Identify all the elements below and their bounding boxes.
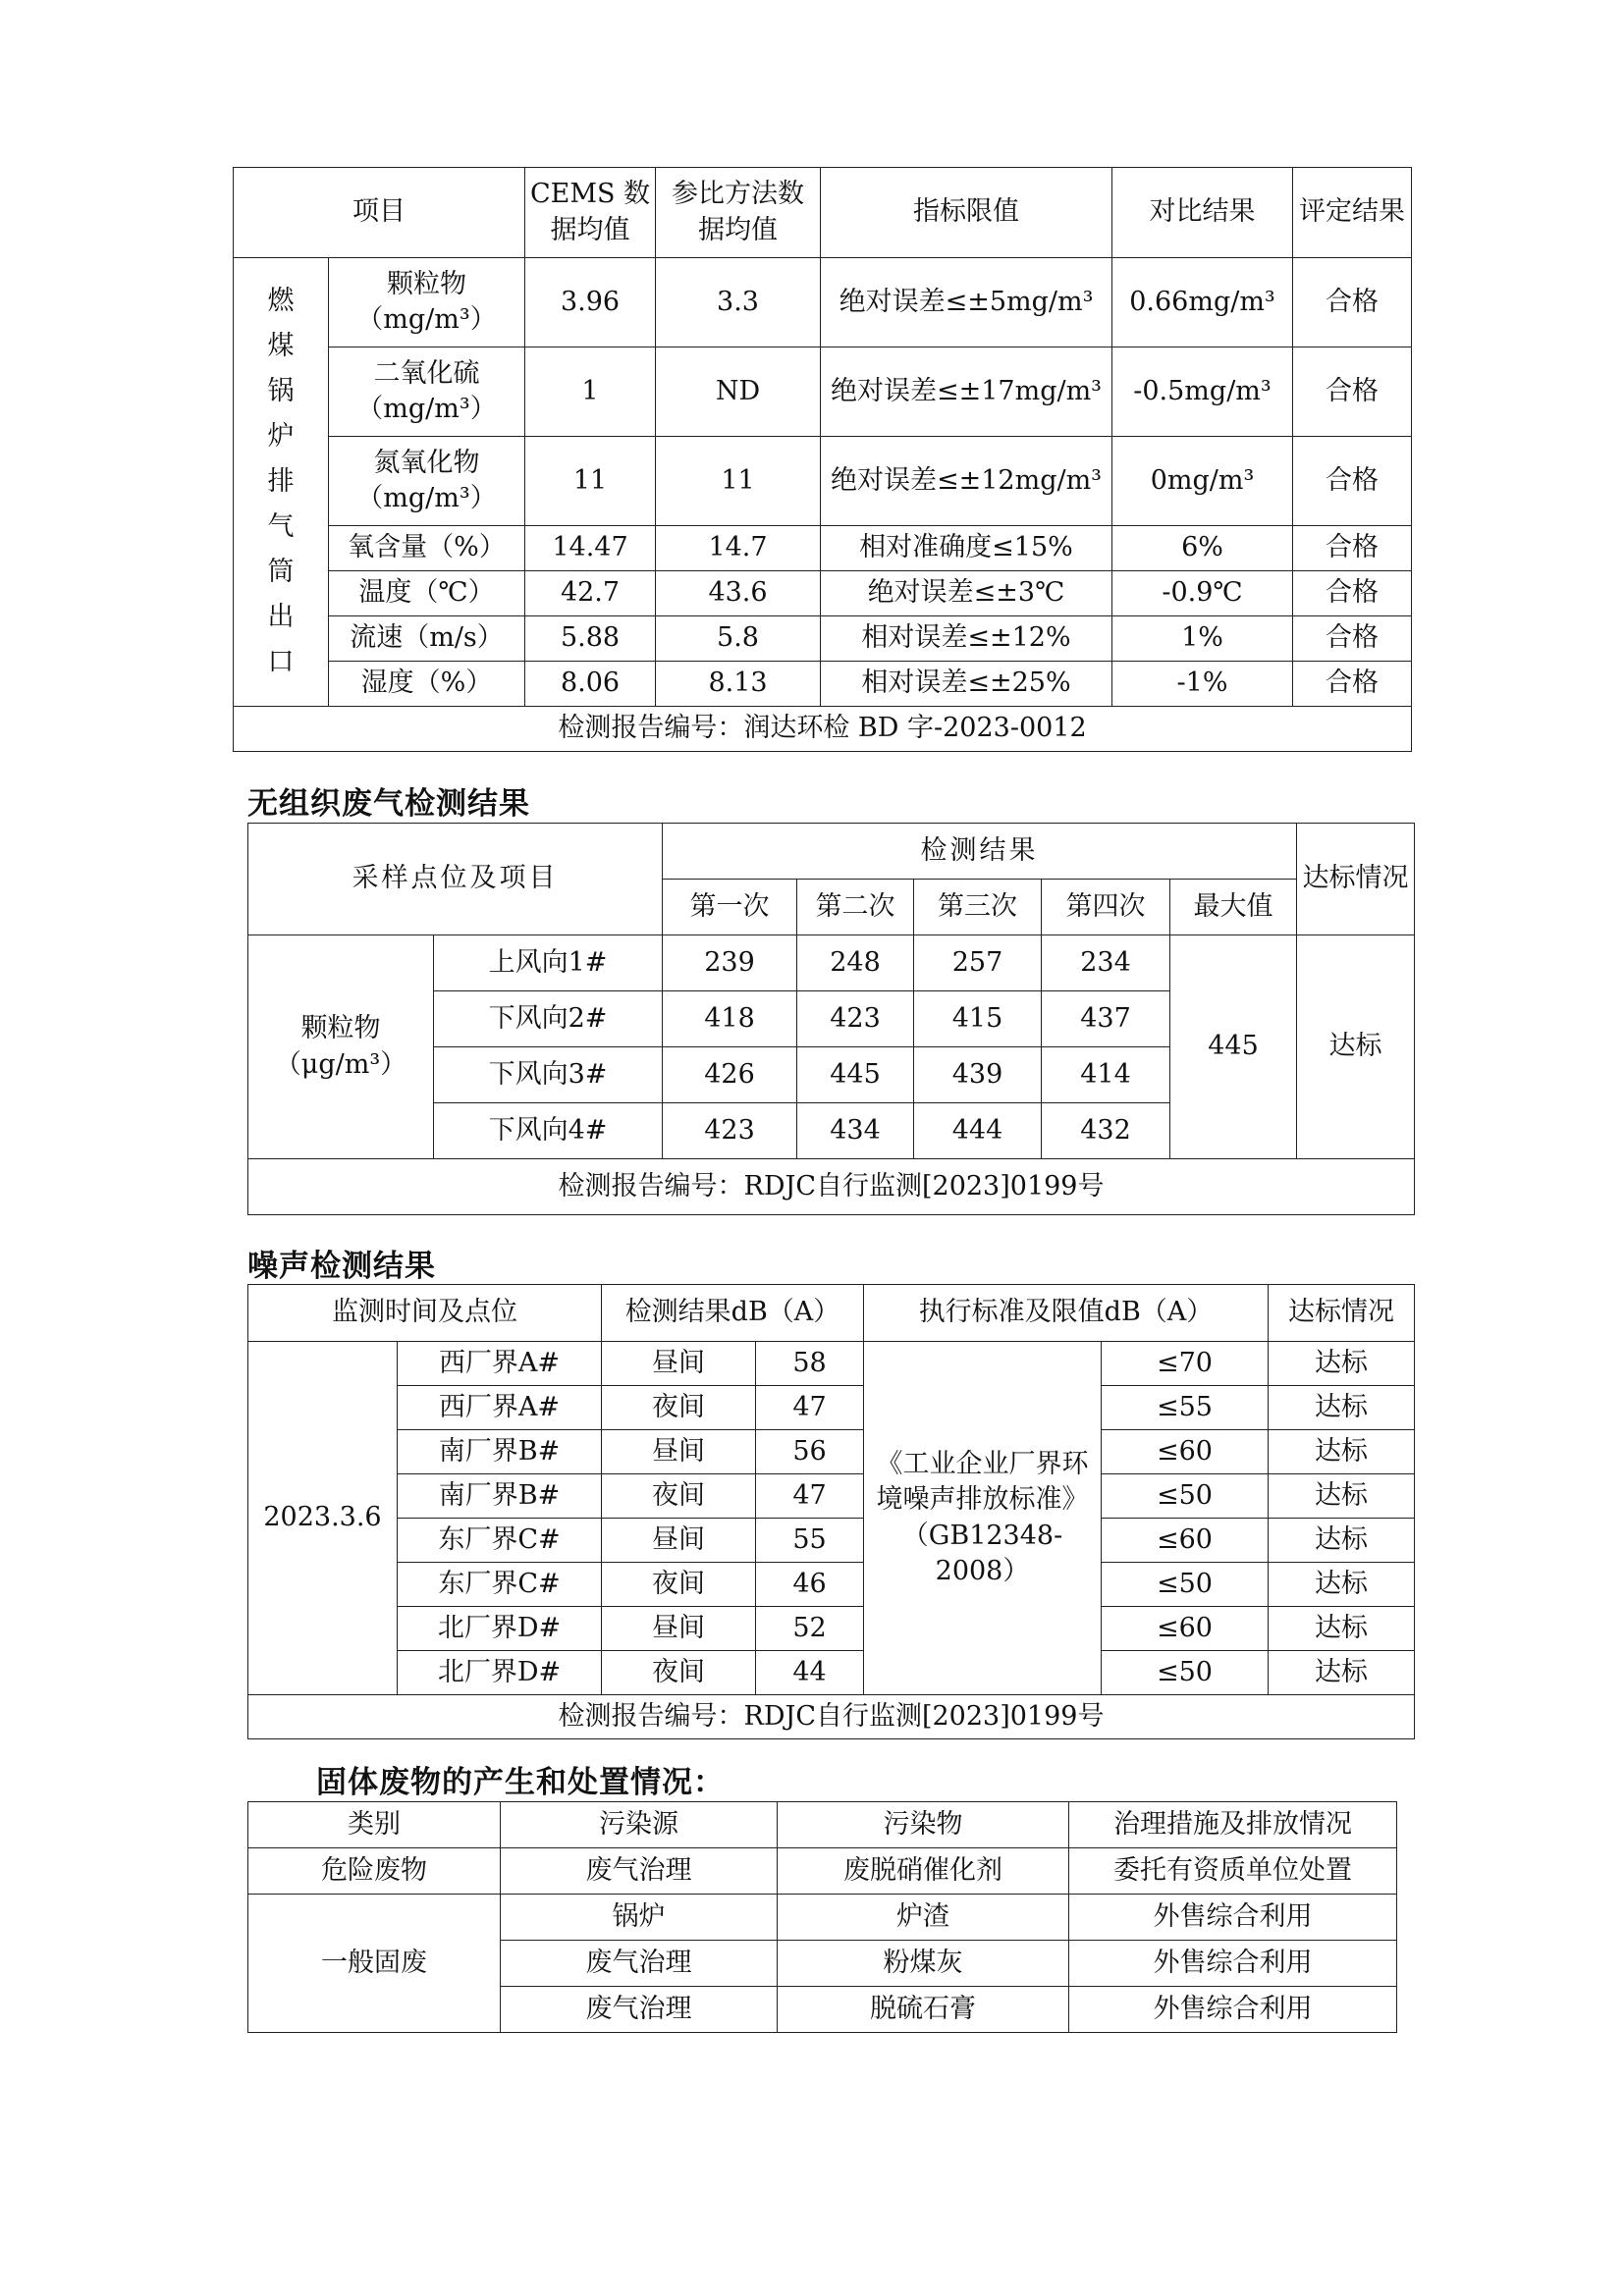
fugitive-gas-table bbox=[247, 823, 1415, 1215]
noise-value: 47 bbox=[756, 1474, 864, 1519]
limit-value: ≤50 bbox=[1102, 1563, 1269, 1607]
report-number: 检测报告编号：RDJC自行监测[2023]0199号 bbox=[248, 1159, 1415, 1215]
source: 废气治理 bbox=[501, 1987, 778, 2033]
sampling-point: 下风向4# bbox=[434, 1103, 663, 1159]
header-max: 最大值 bbox=[1170, 880, 1297, 935]
status-value: 达标 bbox=[1269, 1474, 1415, 1519]
source: 废气治理 bbox=[501, 1848, 778, 1895]
result-value: 合格 bbox=[1293, 526, 1412, 571]
noise-value: 47 bbox=[756, 1386, 864, 1430]
monitor-point: 西厂界A# bbox=[398, 1342, 602, 1386]
value: 434 bbox=[797, 1103, 914, 1159]
period: 昼间 bbox=[602, 1430, 756, 1474]
solid-waste-table bbox=[247, 1801, 1397, 2033]
header-measure: 治理措施及排放情况 bbox=[1069, 1802, 1397, 1848]
status-value: 达标 bbox=[1269, 1651, 1415, 1695]
limit-value: 绝对误差≤±3℃ bbox=[821, 571, 1112, 616]
period: 夜间 bbox=[602, 1563, 756, 1607]
header-detection-result: 检测结果 bbox=[663, 824, 1297, 880]
ref-value: 14.7 bbox=[656, 526, 821, 571]
header-result: 评定结果 bbox=[1293, 168, 1412, 258]
value: 444 bbox=[914, 1103, 1042, 1159]
value: 423 bbox=[663, 1103, 797, 1159]
value: 234 bbox=[1042, 935, 1170, 991]
period: 夜间 bbox=[602, 1474, 756, 1519]
header-fourth: 第四次 bbox=[1042, 880, 1170, 935]
category: 危险废物 bbox=[248, 1848, 501, 1895]
header-ref: 参比方法数据均值 bbox=[656, 168, 821, 258]
header-second: 第二次 bbox=[797, 880, 914, 935]
standard-line: （GB12348-2008） bbox=[901, 1520, 1063, 1586]
report-number: 检测报告编号：RDJC自行监测[2023]0199号 bbox=[248, 1695, 1415, 1739]
compare-value: 0.66mg/m³ bbox=[1112, 258, 1293, 347]
result-value: 合格 bbox=[1293, 258, 1412, 347]
compare-value: 1% bbox=[1112, 616, 1293, 662]
noise-value: 44 bbox=[756, 1651, 864, 1695]
item-name: 氧含量（%） bbox=[329, 526, 525, 571]
item-name: 流速（m/s） bbox=[329, 616, 525, 662]
item-unit: （mg/m³） bbox=[356, 394, 497, 424]
header-result: 检测结果dB（A） bbox=[602, 1285, 864, 1342]
header-limit: 指标限值 bbox=[821, 168, 1112, 258]
limit-value: ≤55 bbox=[1102, 1386, 1269, 1430]
item-name: 湿度（%） bbox=[329, 662, 525, 707]
limit-value: 相对误差≤±12% bbox=[821, 616, 1112, 662]
period: 昼间 bbox=[602, 1519, 756, 1563]
ref-value: 5.8 bbox=[656, 616, 821, 662]
cems-value: 5.88 bbox=[525, 616, 656, 662]
cems-value: 11 bbox=[525, 437, 656, 526]
compare-value: -1% bbox=[1112, 662, 1293, 707]
cems-value: 42.7 bbox=[525, 571, 656, 616]
pollutant: 废脱硝催化剂 bbox=[778, 1848, 1069, 1895]
status-value: 达标 bbox=[1269, 1563, 1415, 1607]
compare-value: 6% bbox=[1112, 526, 1293, 571]
item-cell bbox=[329, 258, 525, 347]
value: 426 bbox=[663, 1047, 797, 1103]
status-value: 达标 bbox=[1269, 1386, 1415, 1430]
noise-table bbox=[247, 1284, 1415, 1739]
sampling-point: 下风向3# bbox=[434, 1047, 663, 1103]
value: 437 bbox=[1042, 991, 1170, 1047]
header-standard: 执行标准及限值dB（A） bbox=[864, 1285, 1269, 1342]
limit-value: 绝对误差≤±17mg/m³ bbox=[821, 347, 1112, 437]
item-cell bbox=[329, 437, 525, 526]
standard-cell bbox=[864, 1342, 1102, 1695]
ref-value: 11 bbox=[656, 437, 821, 526]
compare-value: 0mg/m³ bbox=[1112, 437, 1293, 526]
group-label: 燃煤锅炉排气筒出口 bbox=[267, 286, 295, 677]
monitor-point: 东厂界C# bbox=[398, 1519, 602, 1563]
header-category: 类别 bbox=[248, 1802, 501, 1848]
compare-value: -0.9℃ bbox=[1112, 571, 1293, 616]
compare-value: -0.5mg/m³ bbox=[1112, 347, 1293, 437]
period: 夜间 bbox=[602, 1386, 756, 1430]
limit-value: ≤60 bbox=[1102, 1519, 1269, 1563]
ref-value: ND bbox=[656, 347, 821, 437]
result-value: 合格 bbox=[1293, 616, 1412, 662]
header-third: 第三次 bbox=[914, 880, 1042, 935]
source: 废气治理 bbox=[501, 1941, 778, 1987]
header-compare: 对比结果 bbox=[1112, 168, 1293, 258]
limit-value: ≤50 bbox=[1102, 1474, 1269, 1519]
header-item: 项目 bbox=[234, 168, 525, 258]
status-value: 达标 bbox=[1297, 935, 1415, 1159]
value: 239 bbox=[663, 935, 797, 991]
cems-value: 8.06 bbox=[525, 662, 656, 707]
monitor-point: 北厂界D# bbox=[398, 1651, 602, 1695]
cems-value: 1 bbox=[525, 347, 656, 437]
section-title-noise: 噪声检测结果 bbox=[247, 1249, 436, 1284]
measure: 委托有资质单位处置 bbox=[1069, 1848, 1397, 1895]
cems-value: 3.96 bbox=[525, 258, 656, 347]
pollutant-cell bbox=[248, 935, 434, 1159]
item-name: 氮氧化物 bbox=[373, 447, 480, 478]
monitor-point: 南厂界B# bbox=[398, 1430, 602, 1474]
item-name: 温度（℃） bbox=[329, 571, 525, 616]
limit-value: ≤70 bbox=[1102, 1342, 1269, 1386]
value: 423 bbox=[797, 991, 914, 1047]
item-cell bbox=[329, 347, 525, 437]
category: 一般固废 bbox=[248, 1895, 501, 2033]
header-first: 第一次 bbox=[663, 880, 797, 935]
value: 432 bbox=[1042, 1103, 1170, 1159]
sampling-point: 下风向2# bbox=[434, 991, 663, 1047]
noise-value: 58 bbox=[756, 1342, 864, 1386]
cems-comparison-table bbox=[233, 167, 1412, 752]
header-time-point: 监测时间及点位 bbox=[248, 1285, 602, 1342]
monitor-point: 南厂界B# bbox=[398, 1474, 602, 1519]
period: 昼间 bbox=[602, 1342, 756, 1386]
value: 415 bbox=[914, 991, 1042, 1047]
value: 257 bbox=[914, 935, 1042, 991]
value: 445 bbox=[797, 1047, 914, 1103]
pollutant: 炉渣 bbox=[778, 1895, 1069, 1941]
item-unit: （mg/m³） bbox=[356, 304, 497, 335]
measure: 外售综合利用 bbox=[1069, 1941, 1397, 1987]
monitor-point: 东厂界C# bbox=[398, 1563, 602, 1607]
result-value: 合格 bbox=[1293, 347, 1412, 437]
period: 夜间 bbox=[602, 1651, 756, 1695]
standard-line: 境噪声排放标准》 bbox=[876, 1484, 1089, 1516]
header-status: 达标情况 bbox=[1297, 824, 1415, 935]
pollutant: 脱硫石膏 bbox=[778, 1987, 1069, 2033]
sampling-point: 上风向1# bbox=[434, 935, 663, 991]
pollutant-name: 颗粒物 bbox=[300, 1013, 381, 1044]
limit-value: 绝对误差≤±12mg/m³ bbox=[821, 437, 1112, 526]
ref-value: 3.3 bbox=[656, 258, 821, 347]
ref-value: 8.13 bbox=[656, 662, 821, 707]
noise-value: 55 bbox=[756, 1519, 864, 1563]
noise-value: 56 bbox=[756, 1430, 864, 1474]
limit-value: ≤60 bbox=[1102, 1607, 1269, 1651]
status-value: 达标 bbox=[1269, 1519, 1415, 1563]
header-sampling-point: 采样点位及项目 bbox=[248, 824, 663, 935]
value: 248 bbox=[797, 935, 914, 991]
pollutant: 粉煤灰 bbox=[778, 1941, 1069, 1987]
standard-line: 《工业企业厂界环 bbox=[876, 1448, 1089, 1479]
cems-value: 14.47 bbox=[525, 526, 656, 571]
limit-value: 绝对误差≤±5mg/m³ bbox=[821, 258, 1112, 347]
item-name: 颗粒物 bbox=[387, 268, 466, 299]
header-source: 污染源 bbox=[501, 1802, 778, 1848]
header-cems: CEMS 数据均值 bbox=[525, 168, 656, 258]
status-value: 达标 bbox=[1269, 1430, 1415, 1474]
pollutant-unit: （μg/m³） bbox=[274, 1048, 407, 1080]
noise-value: 46 bbox=[756, 1563, 864, 1607]
max-value: 445 bbox=[1170, 935, 1297, 1159]
result-value: 合格 bbox=[1293, 662, 1412, 707]
group-cell bbox=[234, 258, 329, 707]
monitor-date: 2023.3.6 bbox=[248, 1342, 398, 1695]
item-unit: （mg/m³） bbox=[356, 483, 497, 513]
limit-value: 相对准确度≤15% bbox=[821, 526, 1112, 571]
period: 昼间 bbox=[602, 1607, 756, 1651]
monitor-point: 北厂界D# bbox=[398, 1607, 602, 1651]
measure: 外售综合利用 bbox=[1069, 1987, 1397, 2033]
section-title-fugitive: 无组织废气检测结果 bbox=[247, 786, 530, 822]
header-status: 达标情况 bbox=[1269, 1285, 1415, 1342]
result-value: 合格 bbox=[1293, 437, 1412, 526]
noise-value: 52 bbox=[756, 1607, 864, 1651]
header-pollutant: 污染物 bbox=[778, 1802, 1069, 1848]
monitor-point: 西厂界A# bbox=[398, 1386, 602, 1430]
measure: 外售综合利用 bbox=[1069, 1895, 1397, 1941]
item-name: 二氧化硫 bbox=[373, 357, 480, 389]
source: 锅炉 bbox=[501, 1895, 778, 1941]
limit-value: ≤50 bbox=[1102, 1651, 1269, 1695]
status-value: 达标 bbox=[1269, 1607, 1415, 1651]
ref-value: 43.6 bbox=[656, 571, 821, 616]
value: 418 bbox=[663, 991, 797, 1047]
status-value: 达标 bbox=[1269, 1342, 1415, 1386]
result-value: 合格 bbox=[1293, 571, 1412, 616]
value: 439 bbox=[914, 1047, 1042, 1103]
section-title-solid-waste: 固体废物的产生和处置情况： bbox=[316, 1765, 725, 1800]
report-number: 检测报告编号：润达环检 BD 字-2023-0012 bbox=[234, 707, 1412, 752]
limit-value: ≤60 bbox=[1102, 1430, 1269, 1474]
limit-value: 相对误差≤±25% bbox=[821, 662, 1112, 707]
value: 414 bbox=[1042, 1047, 1170, 1103]
